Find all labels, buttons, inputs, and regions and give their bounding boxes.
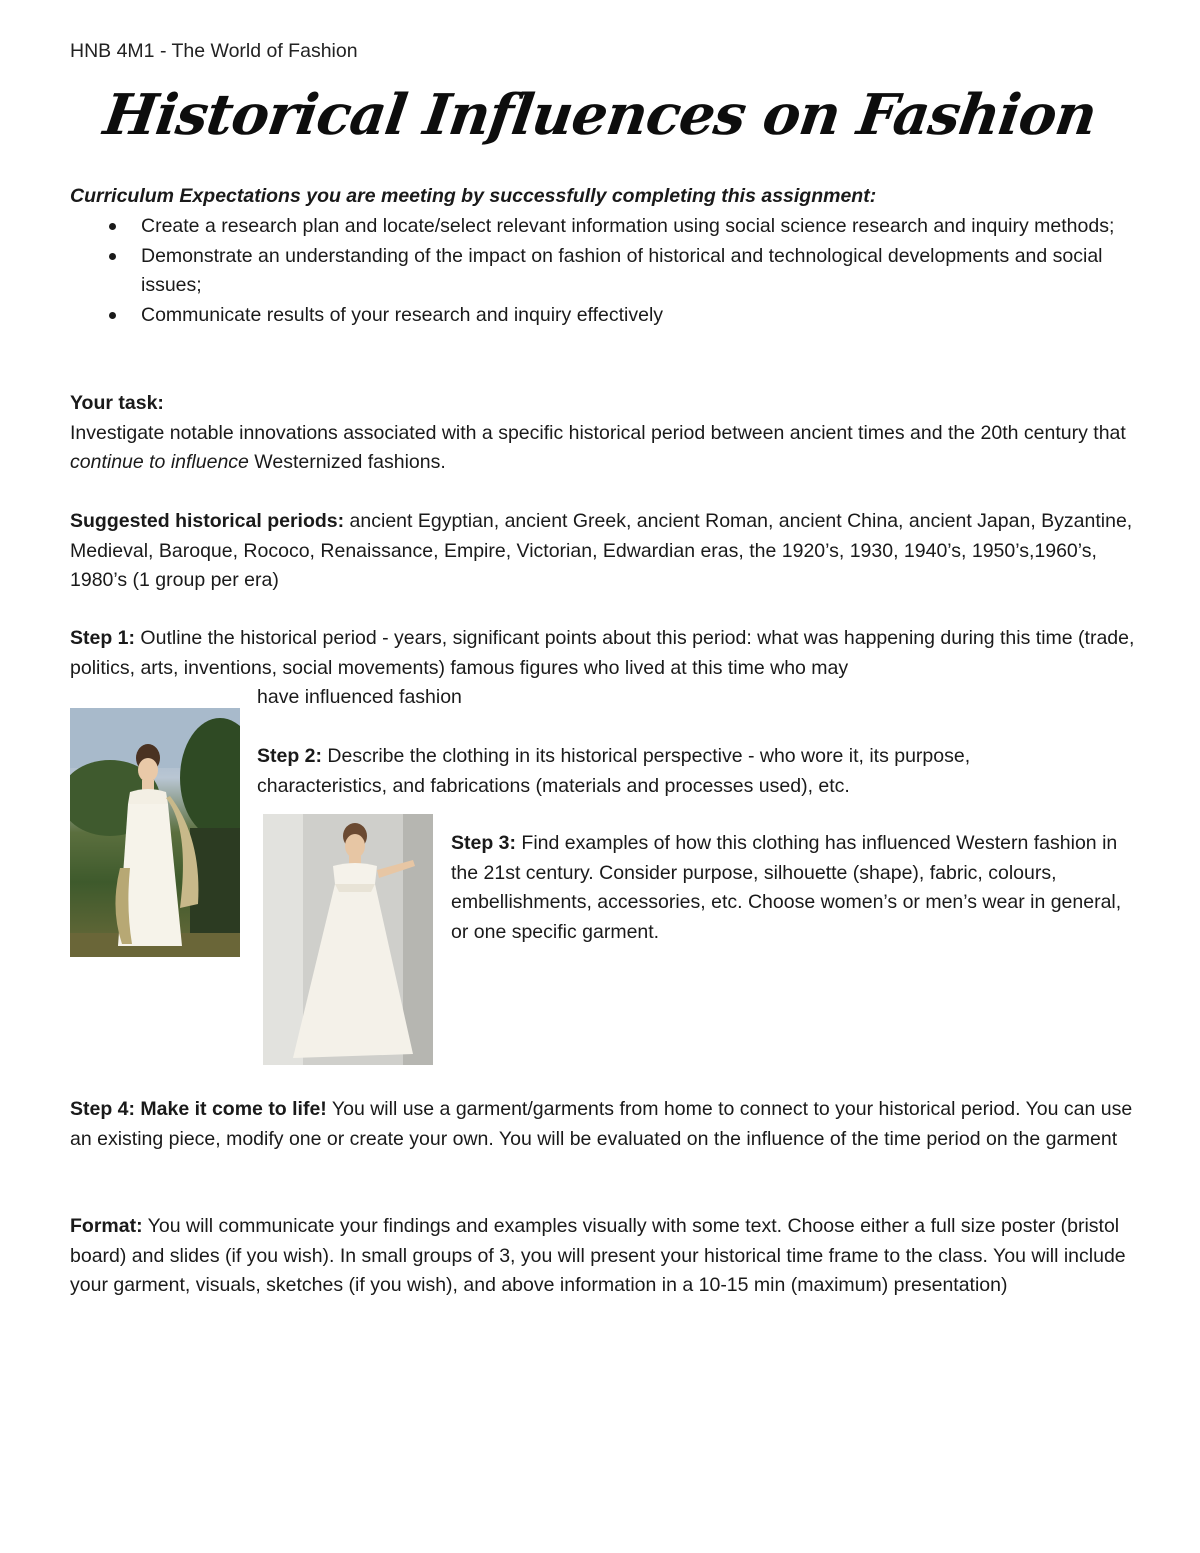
step1-text: Outline the historical period - years, significant points about this period: what was happening during this time (trade, politics, arts, inventions, social movements) famous figures who lived at this time who may <box>70 627 1135 679</box>
step3-section <box>451 829 1141 947</box>
step2-label: Step 2: <box>257 745 323 767</box>
expectation-item: Create a research plan and locate/select relevant information using social science research and inquiry methods; <box>70 212 1140 242</box>
step3-text: Find examples of how this clothing has influenced Western fashion in the 21st century. Consider purpose, silhouette (shape), fabric, colours, embellishments, accessories, etc. Choose women’s or men’s wear in general, or one specific garment. <box>451 832 1122 943</box>
step2-section <box>257 742 1057 801</box>
step3-label: Step 3: <box>451 832 517 854</box>
expectation-item: Communicate results of your research and inquiry effectively <box>70 301 1140 331</box>
bullet-icon <box>109 253 116 260</box>
portrait-illustration <box>70 708 240 957</box>
empire-portrait-image <box>70 708 240 957</box>
periods-section <box>70 507 1135 596</box>
step4-text: You will use a garment/garments from home to connect to your historical period. You can use an existing piece, modify one or create your own. You will be evaluated on the influence of the time period on the garment <box>70 1098 1133 1150</box>
task-label: Your task: <box>70 392 164 414</box>
bullet-icon <box>109 223 116 230</box>
format-text: You will communicate your findings and examples visually with some text. Choose either a full size poster (bristol board) and slides (if you wish). In small groups of 3, you will present your historical time frame to the class. You will include your garment, visuals, sketches (if you wish), and above information in a 10-15 min (maximum) presentation) <box>70 1215 1126 1296</box>
periods-text: ancient Egyptian, ancient Greek, ancient Roman, ancient China, ancient Japan, Byzantine, Medieval, Baroque, Rococo, Renaissance, Empire, Victorian, Edwardian eras, the 1920’s, 1930, 1940’s, 1950’s,1960’s, 1980’s (1 group per era) <box>70 510 1133 591</box>
bullet-icon <box>109 312 116 319</box>
gown-illustration <box>263 814 433 1065</box>
modern-gown-image <box>263 814 433 1065</box>
step1-label: Step 1: <box>70 627 136 649</box>
step1-continuation: have influenced fashion <box>257 686 462 708</box>
expectation-item: Demonstrate an understanding of the impact on fashion of historical and technological developments and social issues; <box>70 242 1140 301</box>
task-text: Investigate notable innovations associated with a specific historical period between ancient times and the 20th century that continue to influence Westernized fashions. <box>70 421 1126 473</box>
document-title: Historical Influences on Fashion <box>99 82 1101 148</box>
format-label: Format: <box>70 1215 143 1237</box>
step1-section <box>70 624 1135 683</box>
expectations-list <box>70 212 1140 330</box>
step2-text: Describe the clothing in its historical perspective - who wore it, its purpose, characteristics, and fabrications (materials and processes used), etc. <box>257 745 971 797</box>
task-section <box>70 389 1135 478</box>
format-section <box>70 1212 1135 1301</box>
step4-section <box>70 1095 1135 1154</box>
course-header: HNB 4M1 - The World of Fashion <box>70 40 358 62</box>
step4-label: Step 4: Make it come to life! <box>70 1098 327 1120</box>
expectations-heading: Curriculum Expectations you are meeting by successfully completing this assignment: <box>70 185 877 207</box>
periods-label: Suggested historical periods: <box>70 510 345 532</box>
